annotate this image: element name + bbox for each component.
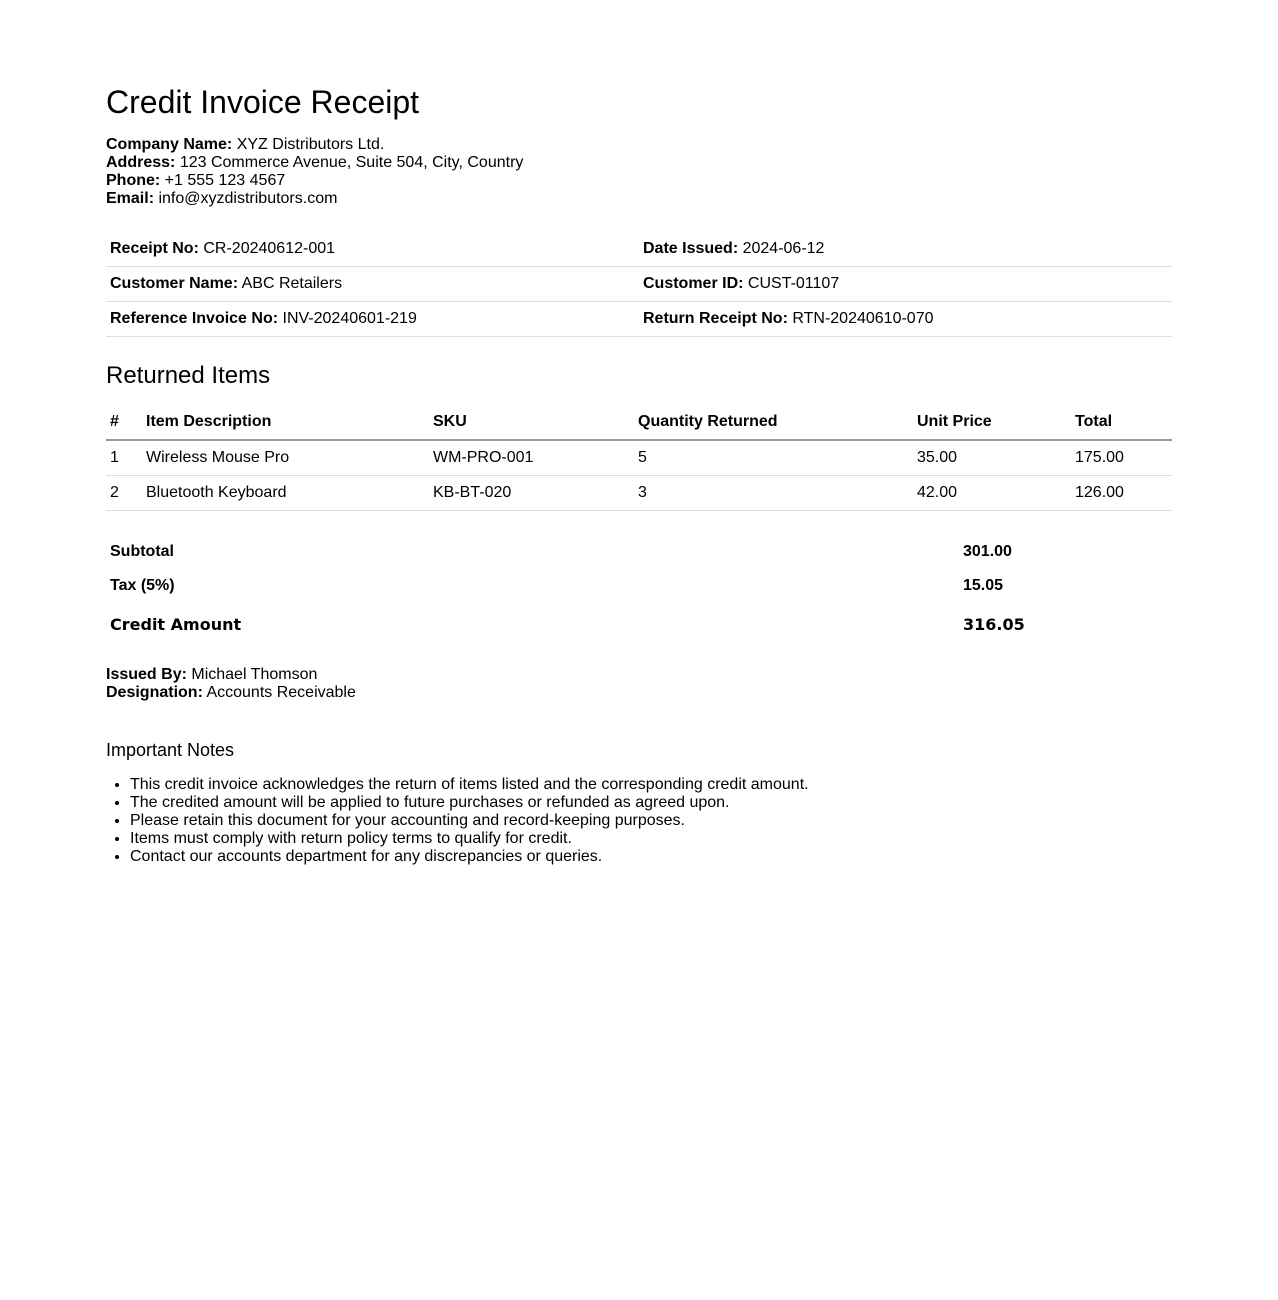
customer-id-cell xyxy=(639,267,1172,302)
return-receipt-cell xyxy=(639,302,1172,337)
item-description: Wireless Mouse Pro xyxy=(142,440,429,476)
item-number: 2 xyxy=(106,476,142,511)
customer-name: ABC Retailers xyxy=(241,275,343,292)
customer-name-label: Customer Name: xyxy=(110,275,239,292)
returned-items-table xyxy=(106,405,1172,511)
designation-label: Designation: xyxy=(106,684,203,701)
table-row xyxy=(106,440,1172,476)
item-quantity: 5 xyxy=(634,440,913,476)
meta-row xyxy=(106,267,1172,302)
list-item: • Please retain this document for your accounting and record-keeping purposes. xyxy=(130,812,809,830)
customer-id: CUST-01107 xyxy=(747,275,840,292)
date-issued: 2024-06-12 xyxy=(742,240,825,257)
item-total: 175.00 xyxy=(1071,440,1172,476)
company-phone: +1 555 123 4567 xyxy=(164,172,286,189)
credit-amount-label: Credit Amount xyxy=(110,614,242,634)
item-number: 1 xyxy=(106,440,142,476)
designation-line xyxy=(106,684,356,702)
receipt-no: CR-20240612-001 xyxy=(203,240,336,257)
ref-invoice: INV-20240601-219 xyxy=(282,310,417,327)
receipt-no-label: Receipt No: xyxy=(110,240,199,257)
tax-row xyxy=(106,569,1172,603)
meta-row xyxy=(106,232,1172,267)
company-name: XYZ Distributors Ltd. xyxy=(236,136,385,153)
item-unit-price: 35.00 xyxy=(913,440,1071,476)
issuer-info xyxy=(106,666,356,702)
receipt-no-cell xyxy=(106,232,639,267)
col-header-total: Total xyxy=(1071,405,1172,440)
table-row xyxy=(106,476,1172,511)
tax-value: 15.05 xyxy=(963,577,1004,594)
issued-by: Michael Thomson xyxy=(191,666,318,683)
list-item: • Contact our accounts department for any discrepancies or queries. xyxy=(130,848,809,866)
credit-amount-row xyxy=(106,603,1172,645)
issued-by-line xyxy=(106,666,356,684)
col-header-number: # xyxy=(106,405,142,440)
date-issued-label: Date Issued: xyxy=(643,240,739,257)
company-email-line xyxy=(106,190,523,208)
item-sku: KB-BT-020 xyxy=(429,476,634,511)
notes-list xyxy=(106,776,809,866)
item-sku: WM-PRO-001 xyxy=(429,440,634,476)
item-total: 126.00 xyxy=(1071,476,1172,511)
company-address: 123 Commerce Avenue, Suite 504, City, Country xyxy=(179,154,524,171)
return-receipt-label: Return Receipt No: xyxy=(643,310,788,327)
col-header-quantity: Quantity Returned xyxy=(634,405,913,440)
company-email: info@xyzdistributors.com xyxy=(158,190,338,207)
designation: Accounts Receivable xyxy=(206,684,356,701)
col-header-sku: SKU xyxy=(429,405,634,440)
returned-items-heading: Returned Items xyxy=(106,362,271,389)
company-phone-line xyxy=(106,172,523,190)
customer-name-cell xyxy=(106,267,639,302)
company-email-label: Email: xyxy=(106,190,155,207)
list-item: • This credit invoice acknowledges the return of items listed and the corresponding credit amount. xyxy=(130,776,809,794)
item-quantity: 3 xyxy=(634,476,913,511)
company-address-label: Address: xyxy=(106,154,176,171)
totals-table xyxy=(106,535,1172,645)
list-item: • Items must comply with return policy terms to qualify for credit. xyxy=(130,830,809,848)
company-name-label: Company Name: xyxy=(106,136,233,153)
tax-label: Tax (5%) xyxy=(110,577,175,594)
company-phone-label: Phone: xyxy=(106,172,161,189)
page-title: Credit Invoice Receipt xyxy=(106,84,420,120)
company-address-line xyxy=(106,154,523,172)
subtotal-value: 301.00 xyxy=(963,543,1012,560)
table-header-row xyxy=(106,405,1172,440)
item-description: Bluetooth Keyboard xyxy=(142,476,429,511)
ref-invoice-label: Reference Invoice No: xyxy=(110,310,279,327)
item-unit-price: 42.00 xyxy=(913,476,1071,511)
ref-invoice-cell xyxy=(106,302,639,337)
customer-id-label: Customer ID: xyxy=(643,275,744,292)
subtotal-label: Subtotal xyxy=(110,543,174,560)
subtotal-row xyxy=(106,535,1172,569)
meta-row xyxy=(106,302,1172,337)
date-issued-cell xyxy=(639,232,1172,267)
col-header-description: Item Description xyxy=(142,405,429,440)
notes-heading: Important Notes xyxy=(106,740,235,760)
credit-amount-value: 316.05 xyxy=(963,614,1025,634)
return-receipt: RTN-20240610-070 xyxy=(792,310,934,327)
col-header-unit-price: Unit Price xyxy=(913,405,1071,440)
company-info xyxy=(106,136,523,208)
company-name-line xyxy=(106,136,523,154)
list-item: • The credited amount will be applied to future purchases or refunded as agreed upon. xyxy=(130,794,809,812)
receipt-meta-table xyxy=(106,232,1172,337)
issued-by-label: Issued By: xyxy=(106,666,187,683)
